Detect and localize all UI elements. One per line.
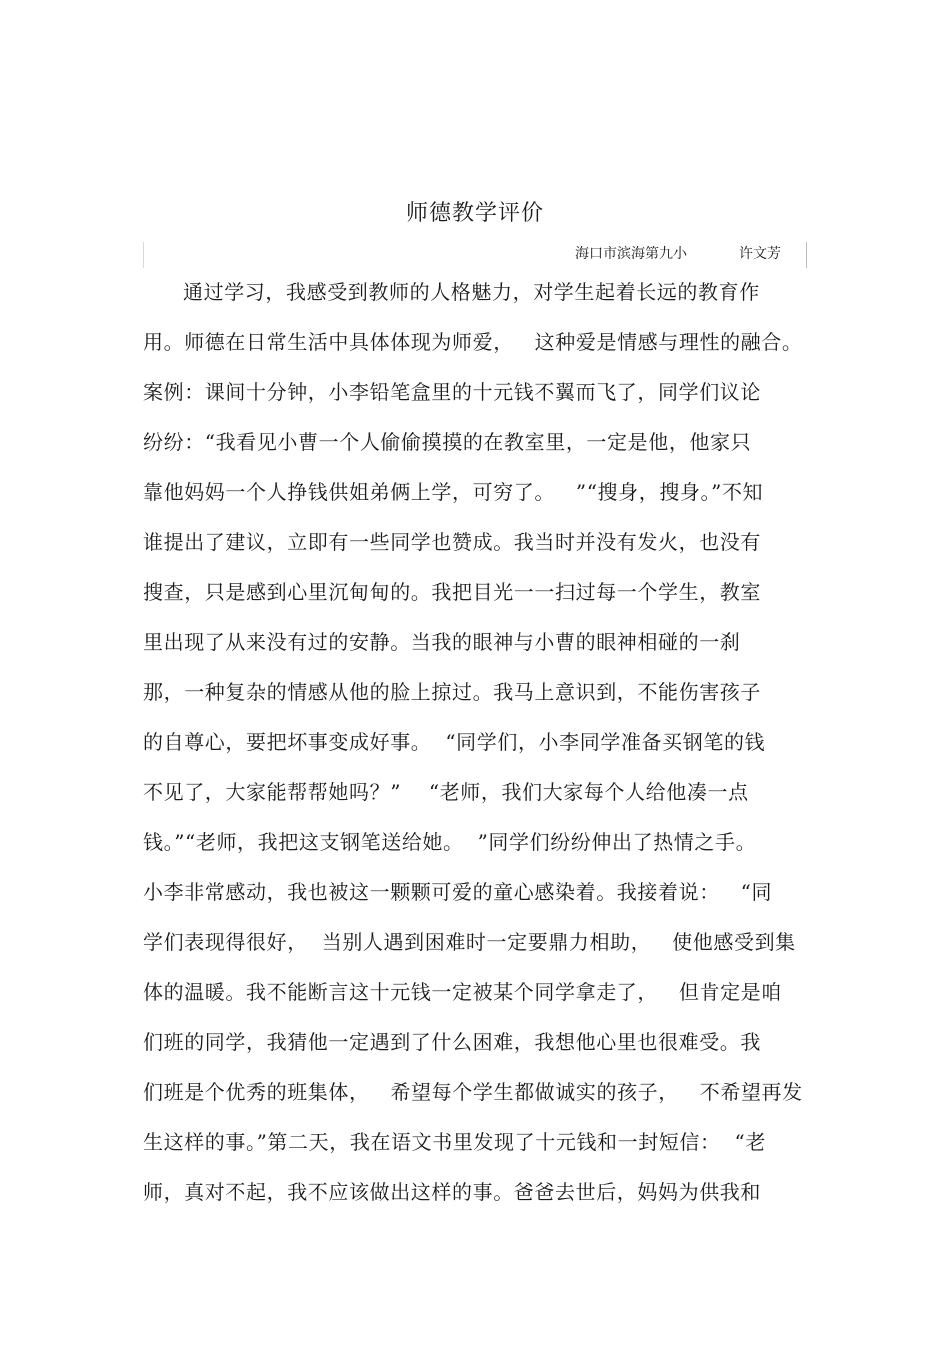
text-line: 通过学习，我感受到教师的人格魅力，对学生起着长远的教育作: [183, 280, 760, 304]
text-line: 谁提出了建议，立即有一些同学也赞成。我当时并没有发火，也没有: [143, 530, 761, 554]
byline-right-divider: [806, 242, 807, 268]
text-line: 纷纷：“我看见小曹一个人偷偷摸摸的在教室里，一定是他，他家只: [143, 430, 752, 454]
text-line: 生这样的事。”第二天，我在语文书里发现了十元钱和一封短信： “老: [143, 1130, 766, 1154]
text-line: 体的温暖。我不能断言这十元钱一定被某个同学拿走了， 但肯定是咱: [143, 980, 782, 1004]
text-line: 们班的同学，我猜他一定遇到了什么困难，我想他心里也很难受。我: [143, 1030, 761, 1054]
byline: [143, 242, 807, 266]
text-line: 搜查，只是感到心里沉甸甸的。我把目光一一扫过每一个学生，教室: [143, 580, 761, 604]
text-line: 的自尊心，要把坏事变成好事。 “同学们，小李同学准备买钢笔的钱: [143, 730, 766, 754]
text-line: 那，一种复杂的情感从他的脸上掠过。我马上意识到，不能伤害孩子: [143, 680, 761, 704]
byline-author: 许文芳: [739, 246, 781, 262]
text-line: 靠他妈妈一个人挣钱供姐弟俩上学，可穷了。 ”“搜身，搜身。”不知: [143, 480, 764, 504]
body-paragraph: [143, 272, 811, 1222]
byline-school: 海口市滨海第九小: [575, 246, 687, 262]
text-line: 小李非常感动，我也被这一颗颗可爱的童心感染着。我接着说： “同: [143, 880, 773, 904]
text-line: 用。师德在日常生活中具体体现为师爱， 这种爱是情感与理性的融合。: [143, 330, 803, 354]
text-line: 师，真对不起，我不应该做出这样的事。爸爸去世后，妈妈为供我和: [143, 1180, 761, 1204]
text-line: 学们表现得很好， 当别人遇到困难时一定要鼎力相助， 使他感受到集: [143, 930, 796, 954]
text-line: 案例：课间十分钟，小李铅笔盒里的十元钱不翼而飞了，同学们议论: [143, 380, 761, 404]
document-title: 师德教学评价: [405, 201, 544, 226]
text-line: 们班是个优秀的班集体， 希望每个学生都做诚实的孩子， 不希望再发: [143, 1080, 803, 1104]
text-line: 钱。”“老师，我把这支钢笔送给她。 ”同学们纷纷伸出了热情之手。: [143, 830, 757, 854]
text-line: 里出现了从来没有过的安静。当我的眼神与小曹的眼神相碰的一刹: [143, 630, 741, 654]
text-line: 不见了，大家能帮帮她吗？” “老师，我们大家每个人给他凑一点: [143, 780, 749, 804]
byline-left-divider: [143, 242, 144, 268]
